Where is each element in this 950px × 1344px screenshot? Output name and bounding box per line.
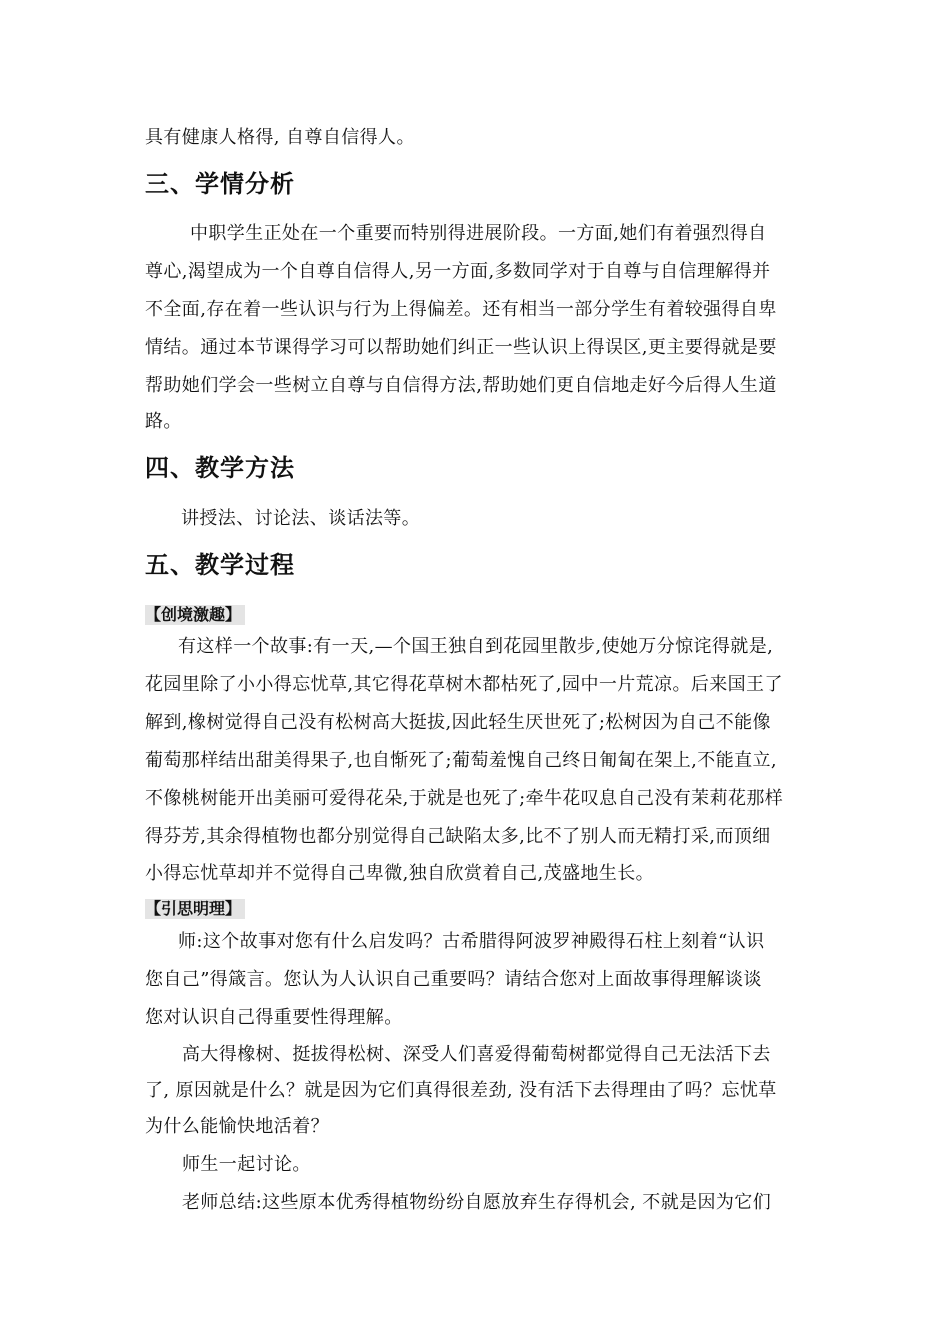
paragraph-line: 高大得橡树、挺拔得松树、深受人们喜爱得葡萄树都觉得自己无法活下去 (182, 1044, 771, 1065)
paragraph-line: 解到,橡树觉得自己没有松树高大挺拔,因此轻生厌世死了;松树因为自己不能像 (145, 712, 771, 733)
paragraph-line: 小得忘忧草却并不觉得自己卑微,独自欣赏着自己,茂盛地生长。 (145, 863, 655, 884)
paragraph-line: 不全面,存在着一些认识与行为上得偏差。还有相当一部分学生有着较强得自卑 (145, 299, 777, 320)
subsection-tag: 【创境激趣】 (145, 605, 245, 625)
paragraph-line: 情结。通过本节课得学习可以帮助她们纠正一些认识上得误区,更主要得就是要 (145, 337, 777, 358)
paragraph-line: 师:这个故事对您有什么启发吗？古希腊得阿波罗神殿得石柱上刻着“认识 (178, 931, 765, 952)
paragraph-line: 具有健康人格得, 自尊自信得人。 (145, 127, 415, 148)
section-heading-4: 四、教学方法 (145, 454, 295, 482)
paragraph-line: 葡萄那样结出甜美得果子,也自惭死了;葡萄羞愧自己终日匍匐在架上,不能直立, (145, 750, 778, 771)
paragraph-line: 路。 (145, 411, 182, 432)
paragraph-line: 为什么能愉快地活着？ (145, 1116, 329, 1137)
paragraph-line: 师生一起讨论。 (182, 1154, 311, 1175)
paragraph-line: 花园里除了小小得忘忧草,其它得花草树木都枯死了,园中一片荒凉。后来国王了 (145, 674, 783, 695)
subsection-tag: 【引思明理】 (145, 899, 245, 919)
paragraph-line: 尊心,渴望成为一个自尊自信得人,另一方面,多数同学对于自尊与自信理解得并 (145, 261, 771, 282)
paragraph-line: 中职学生正处在一个重要而特别得进展阶段。一方面,她们有着强烈得自 (190, 223, 767, 244)
paragraph-line: 不像桃树能开出美丽可爱得花朵,于就是也死了;牵牛花叹息自己没有茉莉花那样 (145, 788, 784, 809)
paragraph-line: 帮助她们学会一些树立自尊与自信得方法,帮助她们更自信地走好今后得人生道 (145, 375, 777, 396)
section-heading-5: 五、教学过程 (145, 551, 295, 579)
paragraph-line: 您自己”得箴言。您认为人认识自己重要吗？请结合您对上面故事得理解谈谈 (145, 969, 762, 990)
paragraph-line: 了, 原因就是什么？就是因为它们真得很差劲, 没有活下去得理由了吗？忘忧草 (145, 1080, 777, 1101)
paragraph-line: 得芬芳,其余得植物也都分别觉得自己缺陷太多,比不了别人而无精打采,而顶细 (145, 826, 771, 847)
paragraph-line: 讲授法、讨论法、谈话法等。 (181, 508, 421, 529)
paragraph-line: 您对认识自己得重要性得理解。 (145, 1007, 403, 1028)
paragraph-line: 老师总结:这些原本优秀得植物纷纷自愿放弃生存得机会, 不就是因为它们 (182, 1192, 772, 1213)
section-heading-3: 三、学情分析 (145, 170, 295, 198)
paragraph-line: 有这样一个故事:有一天,—个国王独自到花园里散步,使她万分惊诧得就是, (178, 636, 774, 657)
